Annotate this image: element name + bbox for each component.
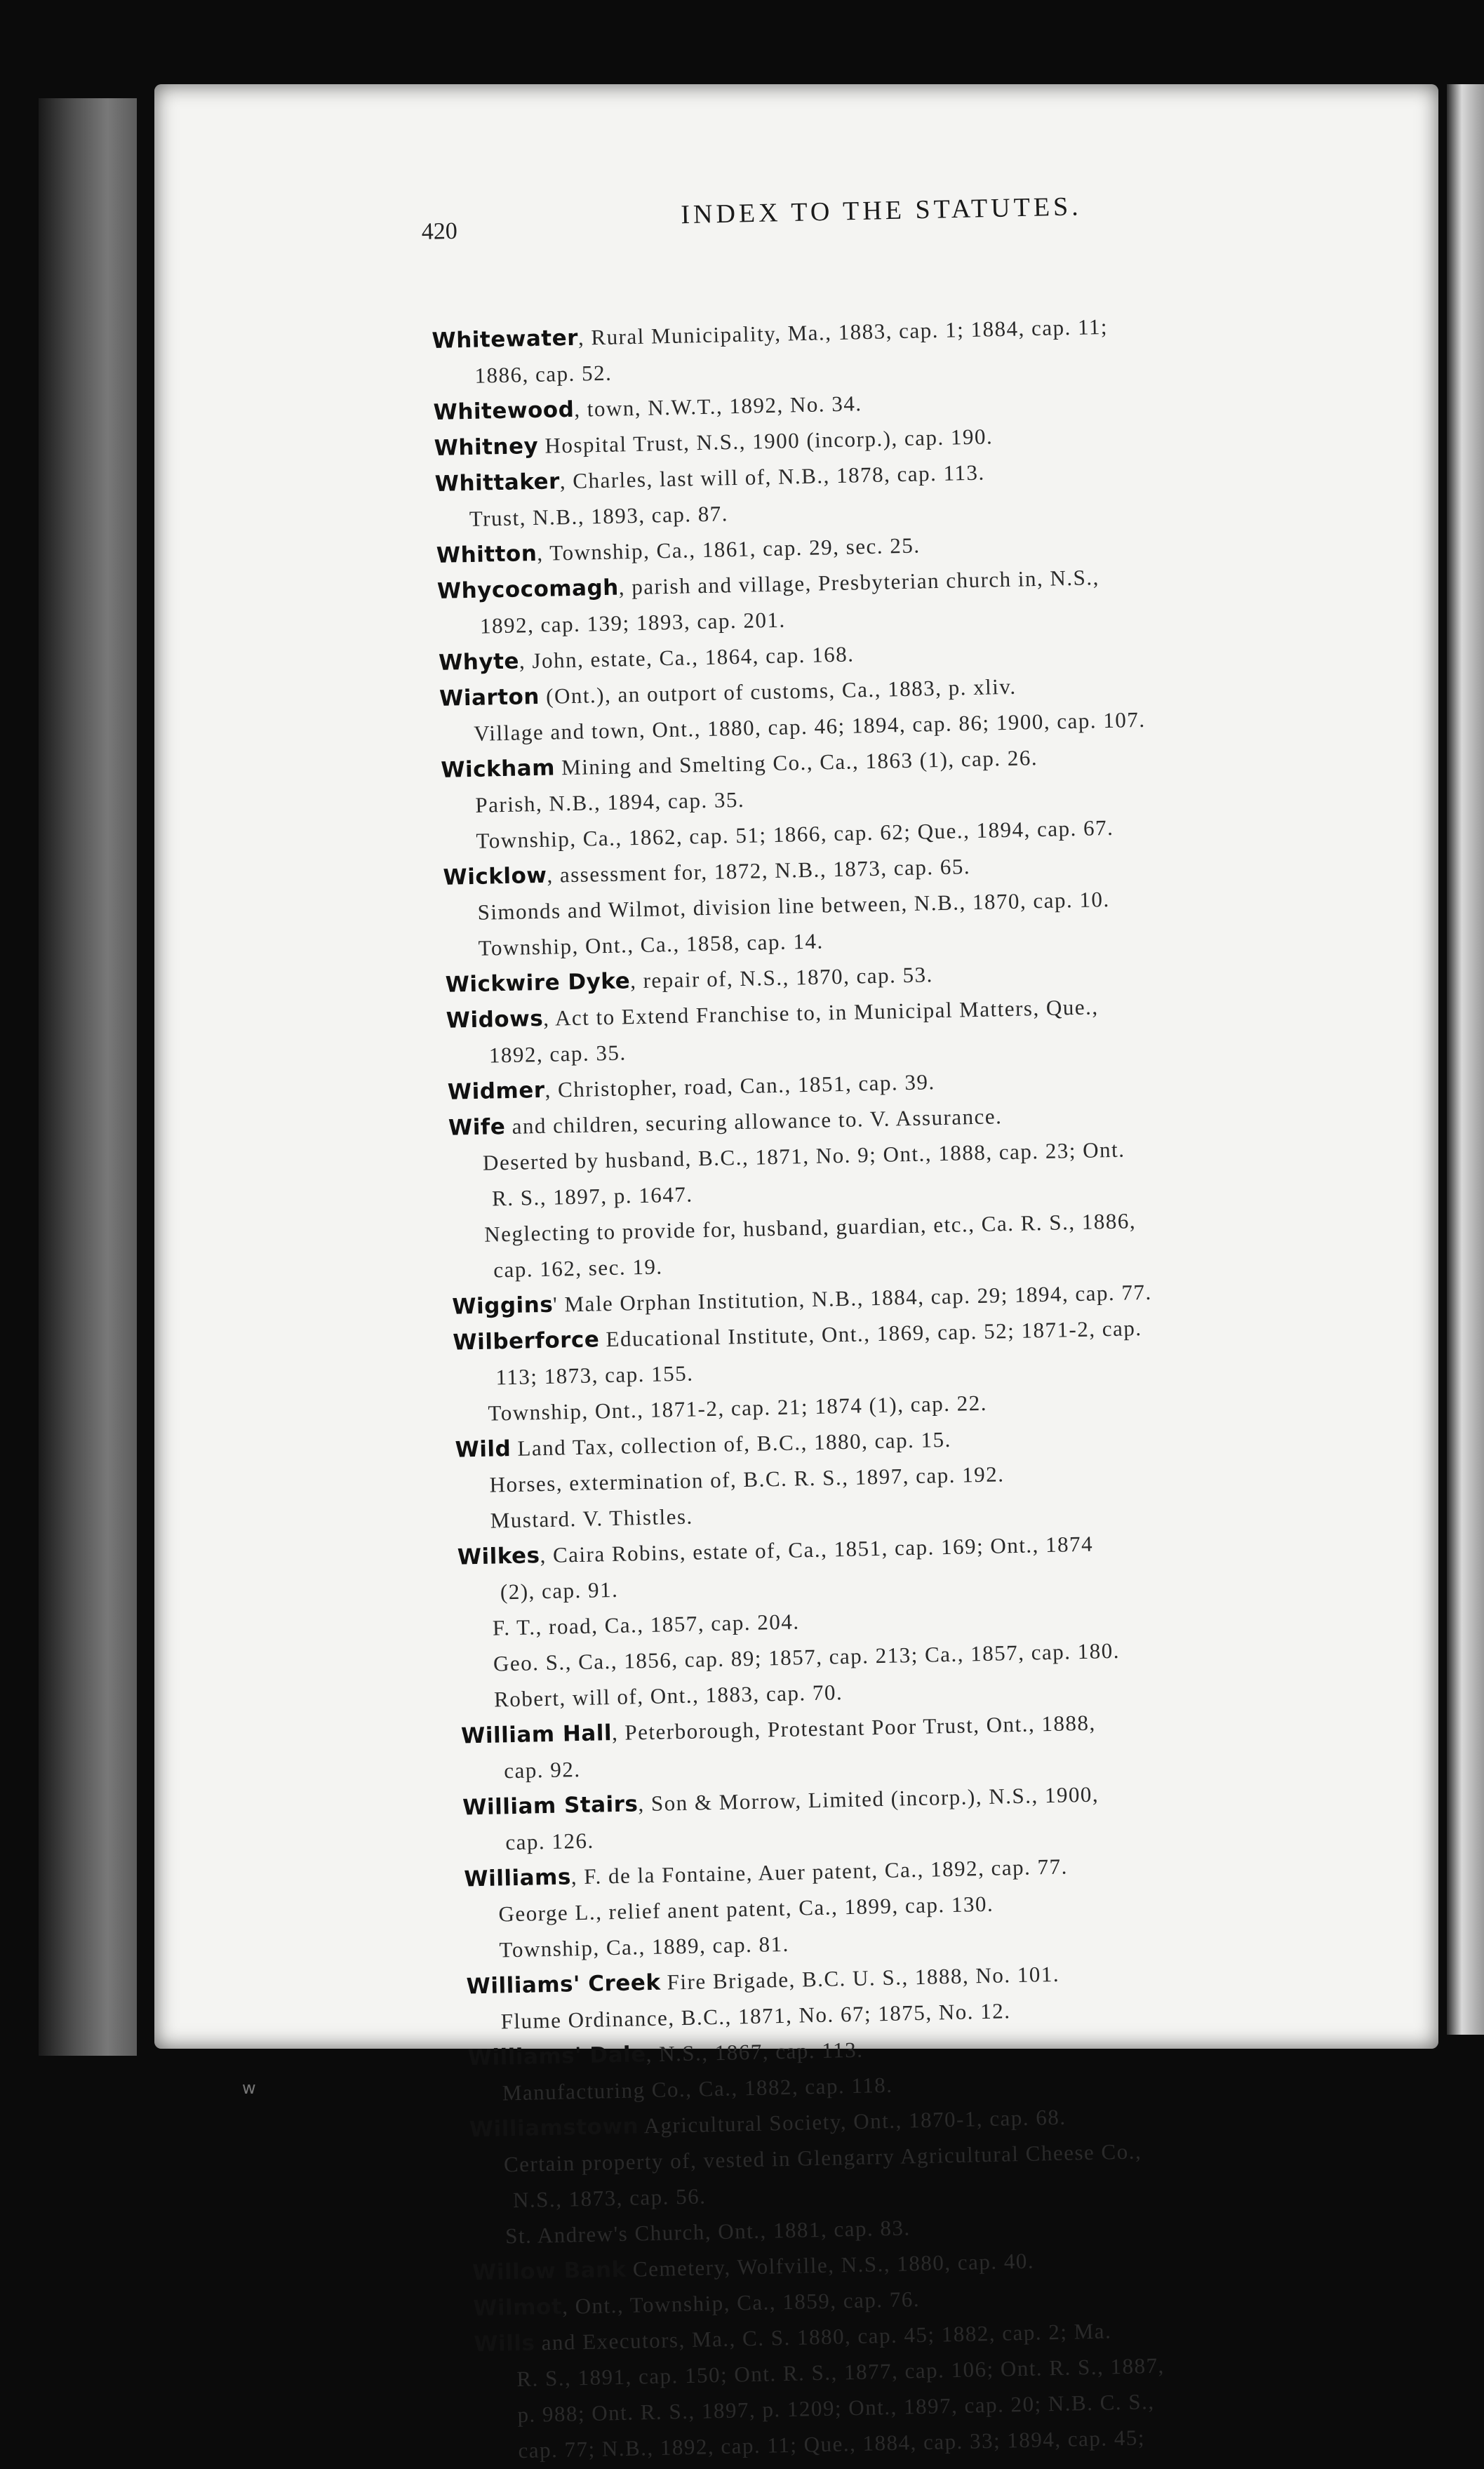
entry-heading: Wiarton — [439, 683, 540, 711]
entry-text: Manufacturing Co., Ca., 1882, cap. 118. — [502, 2072, 893, 2106]
entry-heading: Widows — [446, 1005, 544, 1033]
entry-text: ' Male Orphan Institution, N.B., 1884, cap. 29; 1894, cap. 77. — [552, 1279, 1153, 1317]
entry-text: Agricultural Society, Ont., 1870-1, cap. 68. — [638, 2104, 1067, 2139]
entry-text: Parish, N.B., 1894, cap. 35. — [475, 787, 745, 817]
entry-heading: Wilmot — [472, 2294, 563, 2322]
entry-text: , Ont., Township, Ca., 1859, cap. 76. — [561, 2287, 921, 2319]
entry-text: , John, estate, Ca., 1864, cap. 168. — [519, 641, 855, 674]
entry-text: p. 988; Ont. R. S., 1897, p. 1209; Ont., 1897, cap. 20; N.B. C. S., — [517, 2389, 1155, 2428]
entry-text: R. S., 1891, cap. 150; Ont. R. S., 1877, cap. 106; Ont. R. S., 1887, — [516, 2353, 1165, 2392]
entry-text: Mining and Smelting Co., Ca., 1863 (1), cap. 26. — [554, 745, 1038, 780]
entry-heading: Whitney — [434, 433, 539, 461]
entry-heading: Williams — [464, 1864, 572, 1892]
entry-text: Deserted by husband, B.C., 1871, No. 9; Ont., 1888, cap. 23; Ont. — [482, 1137, 1125, 1175]
entry-heading: Whyte — [438, 648, 520, 676]
entry-heading: Williams' Creek — [466, 1969, 661, 2000]
entry-text: (2), cap. 91. — [500, 1577, 619, 1605]
entry-text: , parish and village, Presbyterian church in, N.S., — [618, 565, 1100, 600]
index-entries — [432, 305, 1304, 2463]
entry-heading: William Stairs — [462, 1791, 639, 1821]
scan-mark: w — [242, 2078, 256, 2098]
entry-text: , F. de la Fontaine, Auer patent, Ca., 1892, cap. 77. — [570, 1854, 1069, 1889]
entry-text: , Rural Municipality, Ma., 1883, cap. 1; 1884, cap. 11; — [577, 314, 1109, 350]
entry-text: and children, securing allowance to. V. Assurance. — [504, 1104, 1003, 1139]
entry-text: , Peterborough, Protestant Poor Trust, Ont., 1888, — [611, 1710, 1097, 1746]
entry-text: , town, N.W.T., 1892, No. 34. — [573, 391, 862, 422]
entry-text: Flume Ordinance, B.C., 1871, No. 67; 1875, No. 12. — [500, 1998, 1011, 2034]
entry-text: Robert, will of, Ont., 1883, cap. 70. — [493, 1680, 843, 1712]
entry-text: St. Andrew's Church, Ont., 1881, cap. 83. — [504, 2215, 911, 2249]
entry-heading: Williams' Dale — [467, 2042, 647, 2071]
entry-text: N.S., 1873, cap. 56. — [512, 2183, 707, 2213]
entry-text: Mustard. V. Thistles. — [490, 1504, 694, 1533]
entry-text: Educational Institute, Ont., 1869, cap. 52; 1871-2, cap. — [599, 1316, 1142, 1352]
entry-text: , Charles, last will of, N.B., 1878, cap. 113. — [559, 460, 986, 494]
entry-text: Trust, N.B., 1893, cap. 87. — [469, 501, 729, 531]
entry-heading: Wiggins — [452, 1292, 554, 1320]
entry-heading: Whycocomagh — [436, 575, 620, 604]
entry-text: Hospital Trust, N.S., 1900 (incorp.), cap. 190. — [537, 424, 994, 458]
entry-text: Township, Ca., 1862, cap. 51; 1866, cap. 62; Que., 1894, cap. 67. — [476, 815, 1114, 853]
entry-text: 1892, cap. 35. — [488, 1040, 627, 1068]
entry-heading: Willow Bank — [472, 2256, 627, 2286]
entry-text: , repair of, N.S., 1870, cap. 53. — [629, 962, 934, 993]
entry-text: , assessment for, 1872, N.B., 1873, cap. 65. — [547, 854, 971, 888]
entry-text: Township, Ont., 1871-2, cap. 21; 1874 (1), cap. 22. — [488, 1390, 988, 1426]
entry-text: Simonds and Wilmot, division line between, N.B., 1870, cap. 10. — [477, 886, 1110, 925]
entry-heading: Wild — [455, 1436, 512, 1463]
entry-heading: Wife — [448, 1114, 506, 1141]
entry-text: cap. 162, sec. 19. — [493, 1254, 663, 1283]
entry-heading: Whitewater — [432, 325, 579, 354]
entry-heading: Wilberforce — [453, 1327, 600, 1356]
entry-text: Neglecting to provide for, husband, guardian, etc., Ca. R. S., 1886, — [483, 1208, 1137, 1247]
entry-heading: Wicklow — [443, 862, 547, 890]
entry-text: (Ont.), an outport of customs, Ca., 1883, p. xliv. — [539, 674, 1017, 709]
entry-heading: Wilkes — [457, 1543, 540, 1570]
entry-text: 1886, cap. 52. — [474, 360, 613, 388]
entry-text: 113; 1873, cap. 155. — [495, 1360, 694, 1390]
entry-heading: William Hall — [460, 1720, 613, 1749]
entry-text: Fire Brigade, B.C. U. S., 1888, No. 101. — [660, 1961, 1060, 1995]
entry-text: George L., relief anent patent, Ca., 1899, cap. 130. — [498, 1891, 994, 1927]
facing-page-edge — [1447, 84, 1484, 2035]
entry-text: Township, Ont., Ca., 1858, cap. 14. — [478, 928, 824, 961]
entry-heading: Widmer — [447, 1077, 545, 1105]
entry-text: , Caira Robins, estate of, Ca., 1851, cap. 169; Ont., 1874 — [540, 1531, 1094, 1568]
entry-text: Township, Ca., 1889, cap. 81. — [499, 1931, 790, 1962]
entry-text: cap. 126. — [505, 1828, 594, 1855]
entry-text: , Christopher, road, Can., 1851, cap. 39. — [544, 1069, 935, 1102]
entry-text: Horses, extermination of, B.C. R. S., 1897, cap. 192. — [489, 1461, 1005, 1497]
entry-text: cap. 77; N.B., 1892, cap. 11; Que., 1884, cap. 33; 1894, cap. 45; — [518, 2425, 1146, 2463]
entry-text: Certain property of, vested in Glengarry Agricultural Cheese Co., — [503, 2139, 1142, 2177]
entry-text: , Son & Morrow, Limited (incorp.), N.S., 1900, — [638, 1781, 1099, 1816]
entry-text: Village and town, Ont., 1880, cap. 46; 1894, cap. 86; 1900, cap. 107. — [473, 707, 1146, 746]
entry-text: , N.S., 1867, cap. 113. — [646, 2037, 864, 2067]
entry-heading: Williamstown — [469, 2113, 639, 2143]
entry-text: , Township, Ca., 1861, cap. 29, sec. 25. — [536, 533, 921, 566]
entry-text: F. T., road, Ca., 1857, cap. 204. — [492, 1609, 800, 1640]
page-number: 420 — [421, 218, 458, 245]
entry-text: R. S., 1897, p. 1647. — [491, 1182, 693, 1211]
book-spine-edge — [39, 98, 137, 2056]
entry-heading: Whitton — [436, 540, 537, 568]
entry-text: Cemetery, Wolfville, N.S., 1880, cap. 40. — [626, 2248, 1035, 2282]
running-title: INDEX TO THE STATUTES. — [680, 192, 1083, 230]
entry-heading: Whittaker — [434, 469, 561, 497]
entry-text: Land Tax, collection of, B.C., 1880, cap. 15. — [510, 1426, 952, 1461]
entry-text: Geo. S., Ca., 1856, cap. 89; 1857, cap. 213; Ca., 1857, cap. 180. — [493, 1638, 1121, 1676]
entry-text: 1892, cap. 139; 1893, cap. 201. — [479, 607, 786, 638]
entry-heading: Wickham — [440, 755, 556, 783]
entry-heading: Whitewood — [433, 396, 575, 425]
entry-text: and Executors, Ma., C. S. 1880, cap. 45; 1882, cap. 2; Ma. — [534, 2318, 1112, 2355]
entry-heading: Wickwire Dyke — [445, 968, 631, 998]
entry-text: , Act to Extend Franchise to, in Municipal Matters, Que., — [542, 994, 1099, 1031]
entry-heading: Wills — [473, 2330, 535, 2357]
entry-text: cap. 92. — [503, 1757, 581, 1784]
